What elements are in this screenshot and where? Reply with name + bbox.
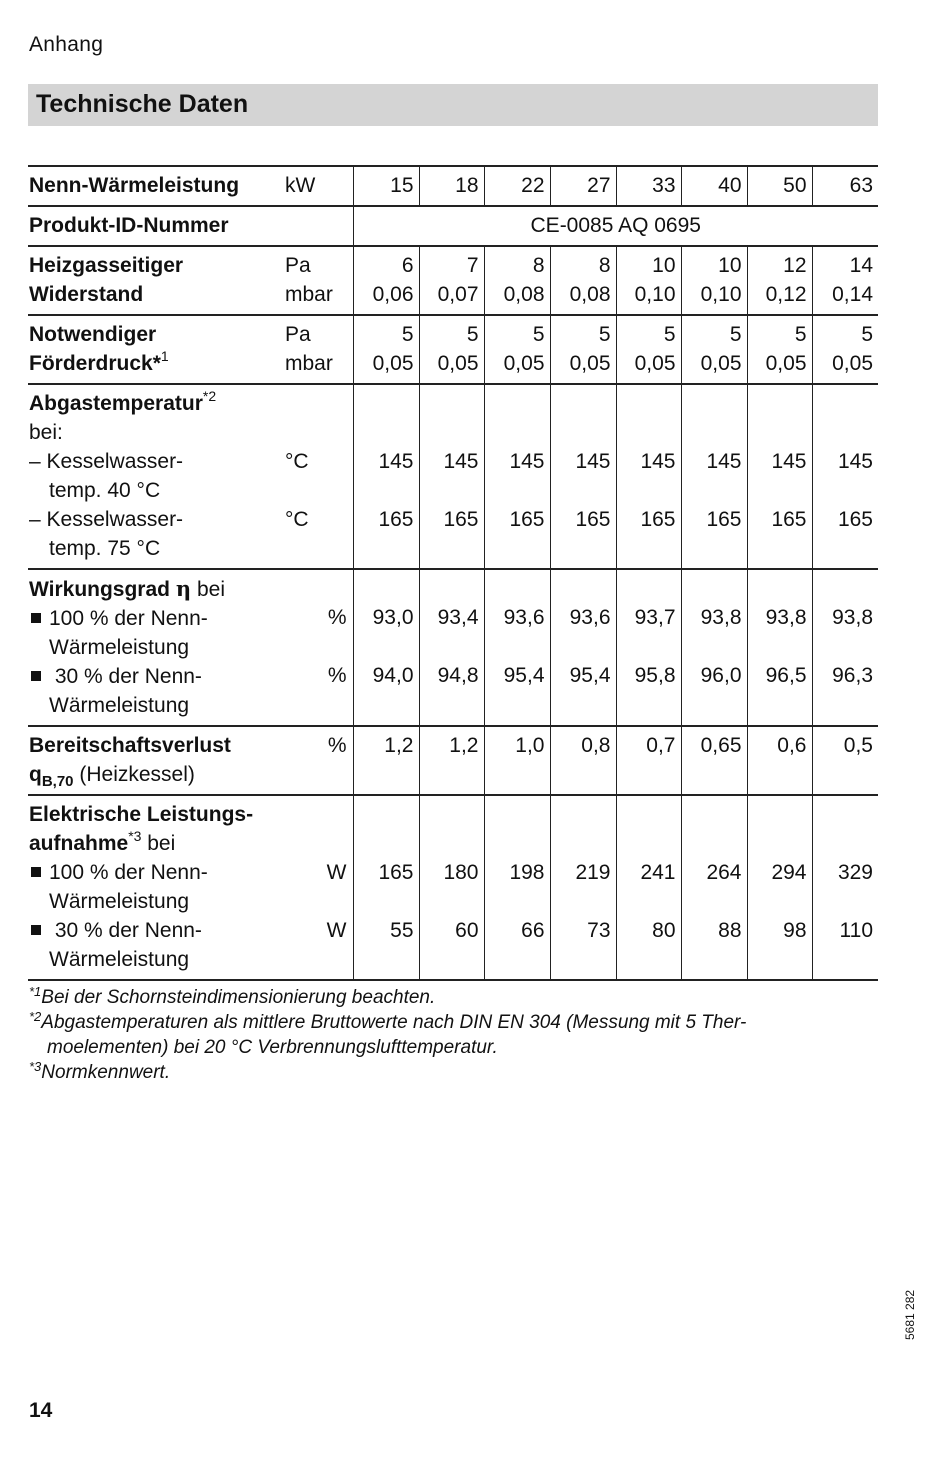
value-cell: 294: [771, 861, 807, 884]
value-cell: 5: [532, 323, 545, 346]
unit-cell: %: [327, 734, 347, 757]
value-cell: 33: [616, 166, 681, 206]
value-cell: 1,2: [419, 726, 484, 795]
row-sublabel: 30 % der Nenn-: [49, 919, 202, 942]
value-cell: 0,7: [616, 726, 681, 795]
table-row-flue-gas-resistance: [28, 246, 878, 315]
value-cell: 14: [849, 254, 873, 277]
q-symbol: q: [29, 763, 42, 786]
value-cell: 198: [509, 861, 545, 884]
value-cell: 95,8: [634, 664, 676, 687]
value-cell: 165: [378, 508, 414, 531]
value-cell: 80: [652, 919, 676, 942]
value-cell: 93,0: [372, 606, 414, 629]
footnote-text: Bei der Schornsteindimensionierung beachten.: [41, 987, 436, 1008]
unit-cell: °C: [285, 508, 309, 531]
value-cell: 180: [443, 861, 479, 884]
value-cell: 0,05: [634, 352, 676, 375]
value-cell: 93,8: [700, 606, 742, 629]
value-cell: 110: [839, 919, 873, 942]
row-sublabel: (Heizkessel): [73, 763, 195, 786]
eta-symbol: η: [175, 576, 192, 601]
value-cell: 5: [729, 323, 742, 346]
value-cell: 93,6: [503, 606, 545, 629]
value-cell: 0,05: [832, 352, 873, 375]
value-cell: 264: [706, 861, 742, 884]
page-header-label: Anhang: [29, 33, 104, 56]
value-cell: 219: [575, 861, 611, 884]
unit-cell: W: [326, 919, 347, 942]
q-subscript: B,70: [41, 773, 74, 790]
value-cell: 0,12: [765, 283, 807, 306]
value-cell: 5: [466, 323, 479, 346]
value-cell: 0,6: [747, 726, 812, 795]
table-row-required-pump-pressure: [28, 315, 878, 384]
value-cell: 145: [443, 450, 479, 473]
unit-cell: Pa: [285, 254, 311, 277]
row-label: Nenn-Wärmeleistung: [29, 174, 240, 197]
row-label: Wirkungsgrad: [29, 578, 170, 601]
footnotes: [29, 985, 879, 1085]
row-label: Bereitschaftsverlust: [29, 734, 231, 757]
section-title-bar: [28, 84, 878, 126]
unit-cell: kW: [285, 174, 316, 197]
value-cell: 18: [419, 166, 484, 206]
value-cell: 12: [783, 254, 807, 277]
value-cell: 6: [401, 254, 414, 277]
value-cell: 93,8: [832, 606, 873, 629]
value-cell: 94,8: [437, 664, 479, 687]
footnote-3: [29, 1060, 879, 1085]
value-cell: 93,7: [634, 606, 676, 629]
table-row-flue-gas-temperature: [28, 384, 878, 569]
footnote-mark: *2: [29, 1009, 42, 1024]
value-cell: 63: [812, 166, 878, 206]
value-cell: 7: [466, 254, 479, 277]
value-cell: 0,05: [372, 352, 414, 375]
row-sublabel: Wärmeleistung: [49, 890, 190, 913]
value-cell: 0,05: [437, 352, 479, 375]
unit-cell: mbar: [285, 283, 333, 306]
row-sublabel: temp. 40 °C: [49, 479, 161, 502]
value-cell: 55: [390, 919, 414, 942]
value-cell: 1,2: [353, 726, 419, 795]
row-label: Produkt-ID-Nummer: [29, 214, 229, 237]
row-label-suffix: bei: [141, 832, 176, 855]
bullet-square-icon: [31, 671, 41, 681]
value-cell: 95,4: [503, 664, 545, 687]
page-number: 14: [29, 1399, 53, 1422]
value-cell: 0,08: [503, 283, 545, 306]
value-cell: 93,8: [765, 606, 807, 629]
value-cell: 0,06: [372, 283, 414, 306]
value-cell: 96,5: [765, 664, 807, 687]
row-label: Elektrische Leistungs-: [29, 803, 254, 826]
value-cell: 88: [718, 919, 742, 942]
row-sublabel: – Kesselwasser-: [29, 450, 184, 473]
table-row-product-id: [28, 206, 878, 246]
row-label: Heizgasseitiger: [29, 254, 184, 277]
value-cell: 50: [747, 166, 812, 206]
value-cell: 165: [378, 861, 414, 884]
unit-cell: mbar: [285, 352, 333, 375]
value-cell: 95,4: [569, 664, 611, 687]
row-sublabel: bei:: [29, 421, 63, 444]
value-cell: 66: [521, 919, 545, 942]
row-label: Förderdruck*: [29, 352, 161, 375]
row-sublabel: Wärmeleistung: [49, 694, 190, 717]
value-cell: 1,0: [484, 726, 550, 795]
value-cell: 0,10: [634, 283, 676, 306]
value-cell: 165: [837, 508, 873, 531]
value-cell: 165: [706, 508, 742, 531]
value-cell: 145: [706, 450, 742, 473]
value-cell: 5: [598, 323, 611, 346]
value-cell: 10: [718, 254, 742, 277]
footnote-mark: *3: [29, 1059, 42, 1074]
row-label: Abgastemperatur: [29, 392, 203, 415]
value-cell: 329: [837, 861, 873, 884]
row-label: Widerstand: [29, 283, 144, 306]
footnote-2-continued: moelementen) bei 20 °C Verbrennungslufttemperatur.: [47, 1037, 498, 1058]
value-cell: 241: [640, 861, 676, 884]
value-cell: 40: [681, 166, 747, 206]
value-cell: 165: [771, 508, 807, 531]
value-cell: 165: [443, 508, 479, 531]
value-cell: 22: [484, 166, 550, 206]
value-cell: 5: [861, 323, 873, 346]
footnote-2: [29, 1010, 879, 1035]
value-cell: 0,05: [503, 352, 545, 375]
value-cell: 0,10: [700, 283, 742, 306]
unit-cell: °C: [285, 450, 309, 473]
technical-data-table: [28, 165, 878, 981]
row-sublabel: 100 % der Nenn-: [49, 607, 208, 630]
section-title: Technische Daten: [36, 90, 249, 118]
value-cell: 0,8: [550, 726, 616, 795]
value-cell: 93,6: [569, 606, 611, 629]
footnote-text: Normkennwert.: [41, 1062, 171, 1083]
value-cell: 96,3: [832, 664, 873, 687]
row-label: Notwendiger: [29, 323, 157, 346]
value-cell: 93,4: [437, 606, 479, 629]
row-sublabel: Wärmeleistung: [49, 636, 190, 659]
row-sublabel: – Kesselwasser-: [29, 508, 184, 531]
table-row-standby-loss: [28, 726, 878, 795]
table-row-nominal-heat-output: [28, 166, 878, 206]
value-cell: 0,65: [681, 726, 747, 795]
value-cell: 5: [401, 323, 414, 346]
value-cell: 145: [575, 450, 611, 473]
bullet-square-icon: [31, 925, 41, 935]
value-cell: 60: [455, 919, 479, 942]
value-cell: 145: [640, 450, 676, 473]
value-cell: 15: [353, 166, 419, 206]
value-cell: 98: [783, 919, 807, 942]
value-cell: 0,05: [765, 352, 807, 375]
value-cell: 0,08: [569, 283, 611, 306]
bullet-square-icon: [31, 867, 41, 877]
value-cell: 165: [575, 508, 611, 531]
row-label: aufnahme: [29, 832, 129, 855]
value-cell: 0,14: [832, 283, 873, 306]
value-cell: 165: [509, 508, 545, 531]
value-cell: 0,05: [700, 352, 742, 375]
document-number: 5681 282: [903, 1289, 917, 1340]
value-cell: 5: [794, 323, 807, 346]
value-cell: 0,5: [812, 726, 878, 795]
value-cell: 94,0: [372, 664, 414, 687]
unit-cell: %: [327, 606, 347, 629]
table-row-efficiency: [28, 569, 878, 726]
row-sublabel: temp. 75 °C: [49, 537, 161, 560]
value-cell: 73: [587, 919, 611, 942]
row-sublabel: Wärmeleistung: [49, 948, 190, 971]
unit-cell: %: [327, 664, 347, 687]
bullet-square-icon: [31, 613, 41, 623]
row-sublabel: 100 % der Nenn-: [49, 861, 208, 884]
value-cell: 0,07: [437, 283, 479, 306]
product-id-value: CE-0085 AQ 0695: [353, 206, 878, 246]
value-cell: 27: [550, 166, 616, 206]
value-cell: 145: [378, 450, 414, 473]
footnote-ref: *3: [128, 828, 142, 844]
footnote-1: [29, 985, 879, 1010]
value-cell: 165: [640, 508, 676, 531]
unit-cell: Pa: [285, 323, 311, 346]
value-cell: 5: [663, 323, 676, 346]
value-cell: 0,05: [569, 352, 611, 375]
row-label-suffix: bei: [191, 578, 225, 601]
unit-cell: W: [326, 861, 347, 884]
footnote-ref: *2: [202, 388, 217, 404]
value-cell: 145: [509, 450, 545, 473]
row-sublabel: 30 % der Nenn-: [49, 665, 202, 688]
table-row-electrical-power: [28, 795, 878, 980]
value-cell: 96,0: [700, 664, 742, 687]
value-cell: 145: [837, 450, 873, 473]
value-cell: 145: [771, 450, 807, 473]
value-cell: 8: [598, 254, 611, 277]
footnote-ref: 1: [160, 348, 169, 364]
footnote-text: Abgastemperaturen als mittlere Bruttowerte nach DIN EN 304 (Messung mit 5 Ther-: [41, 1012, 747, 1033]
value-cell: 8: [532, 254, 545, 277]
footnote-mark: *1: [29, 984, 42, 999]
value-cell: 10: [652, 254, 676, 277]
